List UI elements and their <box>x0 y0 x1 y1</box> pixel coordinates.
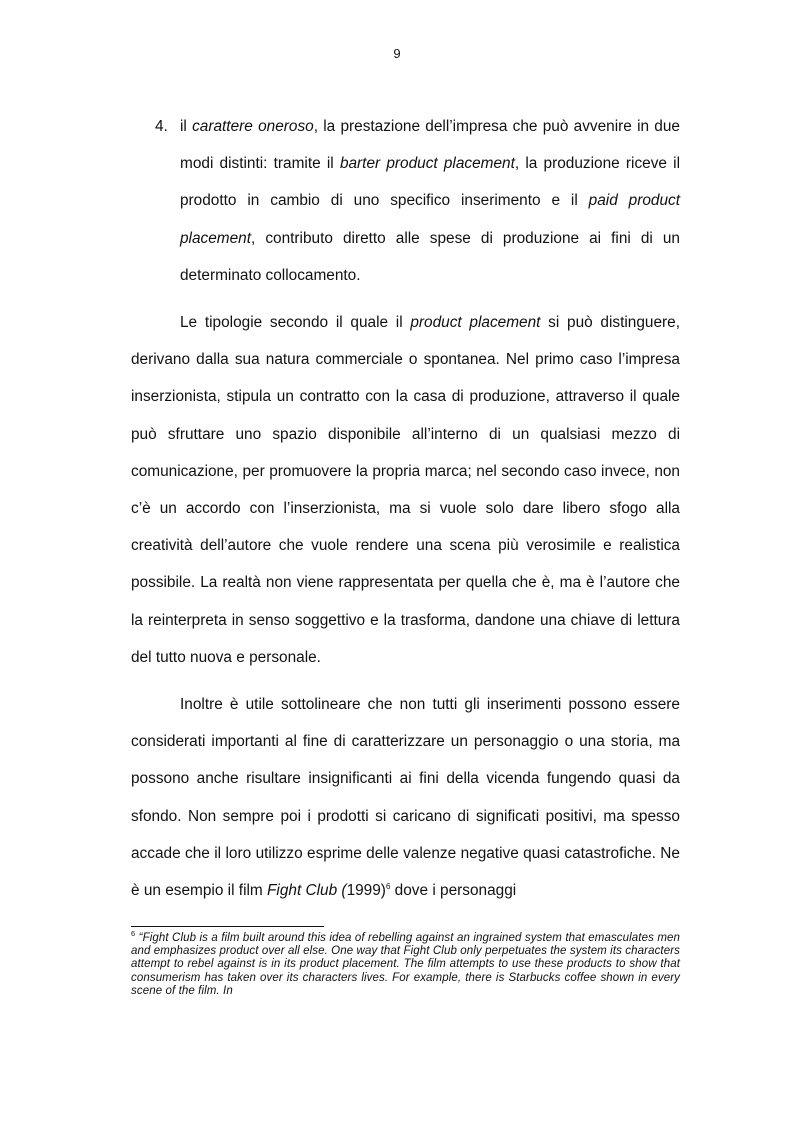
paragraph-text: 1999) <box>346 882 386 900</box>
footnote-6 <box>131 929 680 998</box>
page-number: 9 <box>393 46 401 61</box>
list-text: , contributo diretto alle spese di produzione ai fini di un determinato collocamento. <box>180 229 680 284</box>
paragraph-text: Le tipologie secondo il quale il <box>180 314 411 332</box>
list-emphasis: paid product placement <box>180 192 680 247</box>
list-emphasis: barter product placement <box>339 155 515 173</box>
body-text <box>131 108 680 909</box>
footnote-marker: 6 <box>131 929 136 939</box>
list-text: il <box>180 118 193 135</box>
paragraph-insertions <box>131 686 680 909</box>
list-item-number: 4. <box>155 118 168 135</box>
paragraph-text: dove i personaggi <box>390 882 517 900</box>
paragraph-emphasis: product placement <box>410 314 541 332</box>
footnote-text: “Fight Club is a film built around this idea of rebelling against an ingrained system that emasculates men and emphasizes product over all else. One way that Fight Club only perpetuates the system its characters attempt to rebel against is in its product placement. The film attempts to use these products to show that consumerism has taken over its characters lives. For example, there is Starbucks coffee shown in every scene of the film. In <box>131 932 680 997</box>
list-emphasis: carattere oneroso <box>192 118 314 135</box>
list-item-4 <box>131 108 680 294</box>
paragraph-placement-types <box>131 304 680 676</box>
paragraph-text: Inoltre è utile sottolineare che non tutti gli inserimenti possono essere considerati importanti al fine di caratterizzare un personaggio o una storia, ma possono anche risultare insignificanti ai fini della vicenda fungendo quasi da sfondo. Non sempre poi i prodotti si caricano di significati positivi, ma spesso accade che il loro utilizzo esprime delle valenze negative quasi catastrofiche. Ne è un esempio il film <box>131 696 680 900</box>
film-title: Fight Club ( <box>267 882 347 900</box>
footnote-separator <box>131 926 324 927</box>
list-text: , la produzione riceve il prodotto in cambio di uno specifico inserimento e il <box>180 155 680 210</box>
paragraph-text: si può distinguere, derivano dalla sua natura commerciale o spontanea. Nel primo caso l’impresa inserzionista, stipula un contratto con la casa di produzione, attraverso il quale può sfruttare uno spazio disponibile all’interno di un qualsiasi mezzo di comunicazione, per promuovere la propria marca; nel secondo caso invece, non c’è un accordo con l’inserzionista, ma si vuole solo dare libero sfogo alla creatività dell’autore che vuole rendere una scena più verosimile e realistica possibile. La realtà non viene rappresentata per quella che è, ma è l’autore che la reinterpreta in senso soggettivo e la trasforma, dandone una chiave di lettura del tutto nuova e personale. <box>131 314 680 666</box>
list-text: , la prestazione dell’impresa che può avvenire in due modi distinti: tramite il <box>180 118 680 173</box>
footnote-reference[interactable]: 6 <box>385 881 391 891</box>
